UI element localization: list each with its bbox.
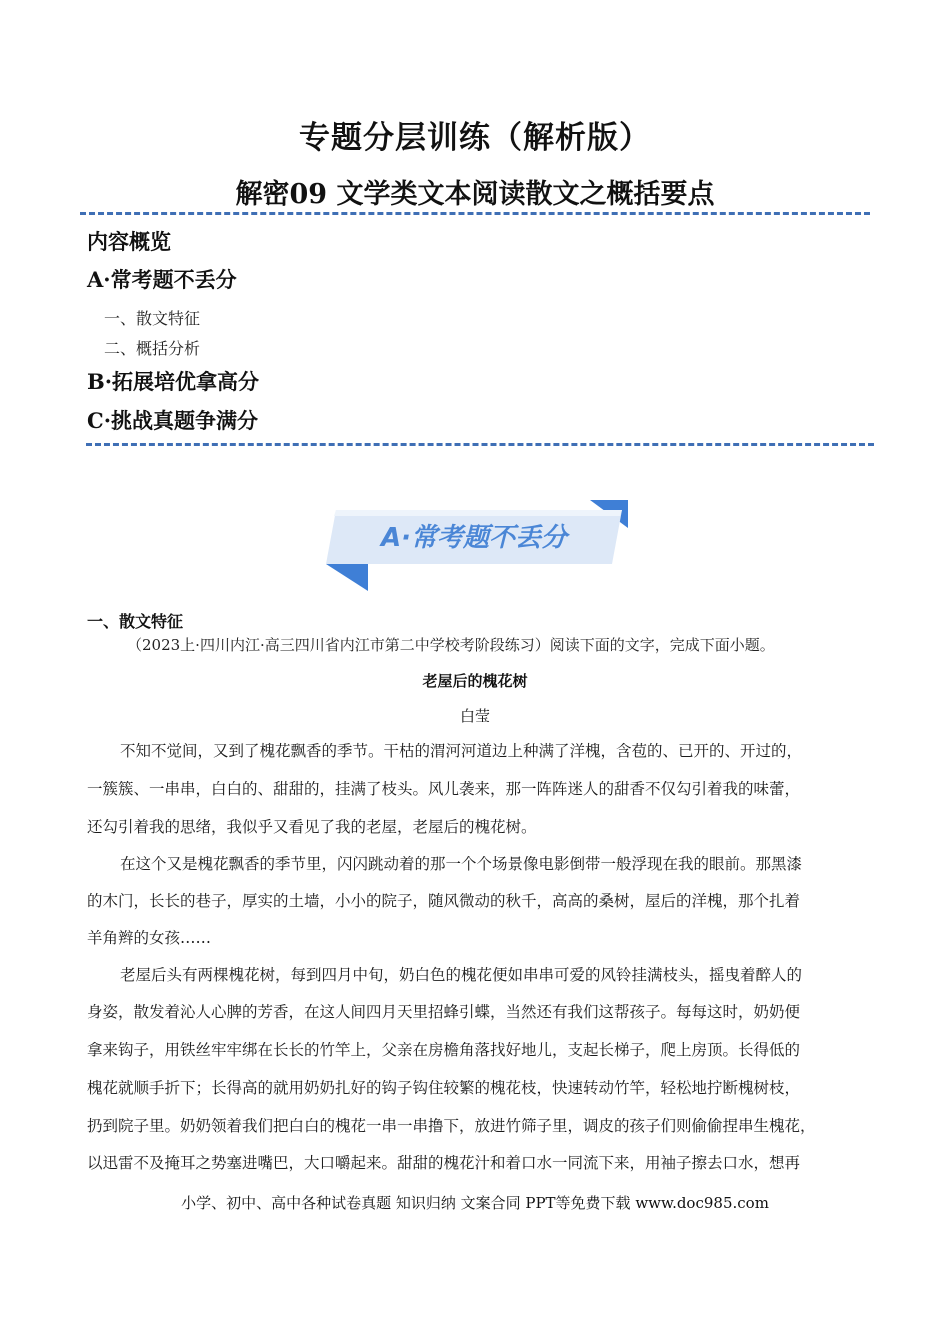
article-title: 老屋后的槐花树 [422, 672, 528, 690]
article-line: 一簇簇、一串串，白白的、甜甜的，挂满了枝头。风儿袭来，那一阵阵迷人的甜香不仅勾引着我的味蕾， [87, 780, 801, 798]
overview-heading: 内容概览 [87, 229, 171, 254]
article-line: 扔到院子里。奶奶领着我们把白白的槐花一串一串撸下，放进竹筛子里，调皮的孩子们则偷偷捏串生槐花， [87, 1117, 816, 1135]
article-line: 槐花就顺手折下；长得高的就用奶奶扎好的钩子钩住较繁的槐花枝，快速转动竹竿，轻松地拧断槐树枝， [87, 1079, 801, 1097]
article-line: 拿来钩子，用铁丝牢牢绑在长长的竹竿上，父亲在房檐角落找好地儿，支起长梯子，爬上房顶。长得低的 [87, 1041, 801, 1059]
banner-corner-bottom-left [326, 564, 368, 591]
part-heading: 一、散文特征 [87, 612, 184, 631]
section-b-heading: B·拓展培优拿高分 [87, 369, 260, 394]
page-title: 专题分层训练（解析版） [299, 120, 651, 156]
article-line: 以迅雷不及掩耳之势塞进嘴巴，大口嚼起来。甜甜的槐花汁和着口水一同流下来，用袖子擦去口水，想再 [87, 1154, 801, 1172]
sub-item-summary-analysis: 二、概括分析 [104, 339, 201, 358]
article-line: 的木门，长长的巷子，厚实的土墙，小小的院子，随风微动的秋千，高高的桑树，屋后的洋槐，那个扎着 [87, 892, 801, 910]
section-a-heading: A·常考题不丢分 [87, 267, 237, 292]
article-author: 白莹 [459, 707, 490, 725]
question-source: （2023上·四川内江·高三四川省内江市第二中学校考阶段练习）阅读下面的文字，完成下面小题。 [127, 636, 775, 654]
page-footer: 小学、初中、高中各种试卷真题 知识归纳 文案合同 PPT等免费下载 www.doc985.com [181, 1194, 769, 1212]
banner-text: A·常考题不丢分 [381, 523, 567, 553]
section-c-heading: C·挑战真题争满分 [87, 408, 259, 433]
banner-shadow [334, 510, 622, 516]
section-banner [322, 498, 632, 593]
article-line: 还勾引着我的思绪，我似乎又看见了我的老屋，老屋后的槐花树。 [87, 818, 537, 836]
article-line: 不知不觉间，又到了槐花飘香的季节。干枯的渭河河道边上种满了洋槐，含苞的、已开的、开过的， [120, 742, 803, 760]
article-line: 身姿，散发着沁人心脾的芳香，在这人间四月天里招蜂引蝶，当然还有我们这帮孩子。每每这时，奶奶便 [87, 1003, 801, 1021]
sub-item-prose-features: 一、散文特征 [104, 309, 201, 328]
dashed-divider-top [80, 212, 870, 215]
page-subtitle: 解密09 文学类文本阅读散文之概括要点 [235, 179, 715, 210]
article-line: 羊角辫的女孩…… [87, 929, 212, 947]
article-line: 在这个又是槐花飘香的季节里，闪闪跳动着的那一个个场景像电影倒带一般浮现在我的眼前。那黑漆 [120, 855, 803, 873]
article-line: 老屋后头有两棵槐花树，每到四月中旬，奶白色的槐花便如串串可爱的风铃挂满枝头，摇曳着醉人的 [120, 966, 803, 984]
dashed-divider-bottom [86, 443, 874, 446]
